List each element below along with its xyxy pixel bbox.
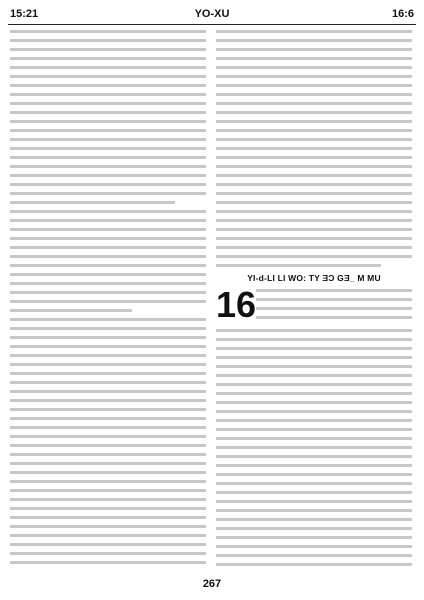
chapter-heading: YI-d-LI LI WO: TY ƎƆ GƎ_ M MU (247, 273, 381, 283)
header-chapter-verse-end: 16:6 (391, 8, 414, 20)
text-column-right (216, 30, 412, 570)
running-header (8, 6, 416, 25)
text-column-left (10, 30, 206, 570)
chapter-number: 16 (216, 284, 257, 325)
header-chapter-verse-start: 15:21 (10, 8, 39, 20)
header-book-name: YO-XU (194, 8, 230, 20)
chapter-start (216, 284, 412, 325)
page-number: 267 (202, 578, 222, 590)
